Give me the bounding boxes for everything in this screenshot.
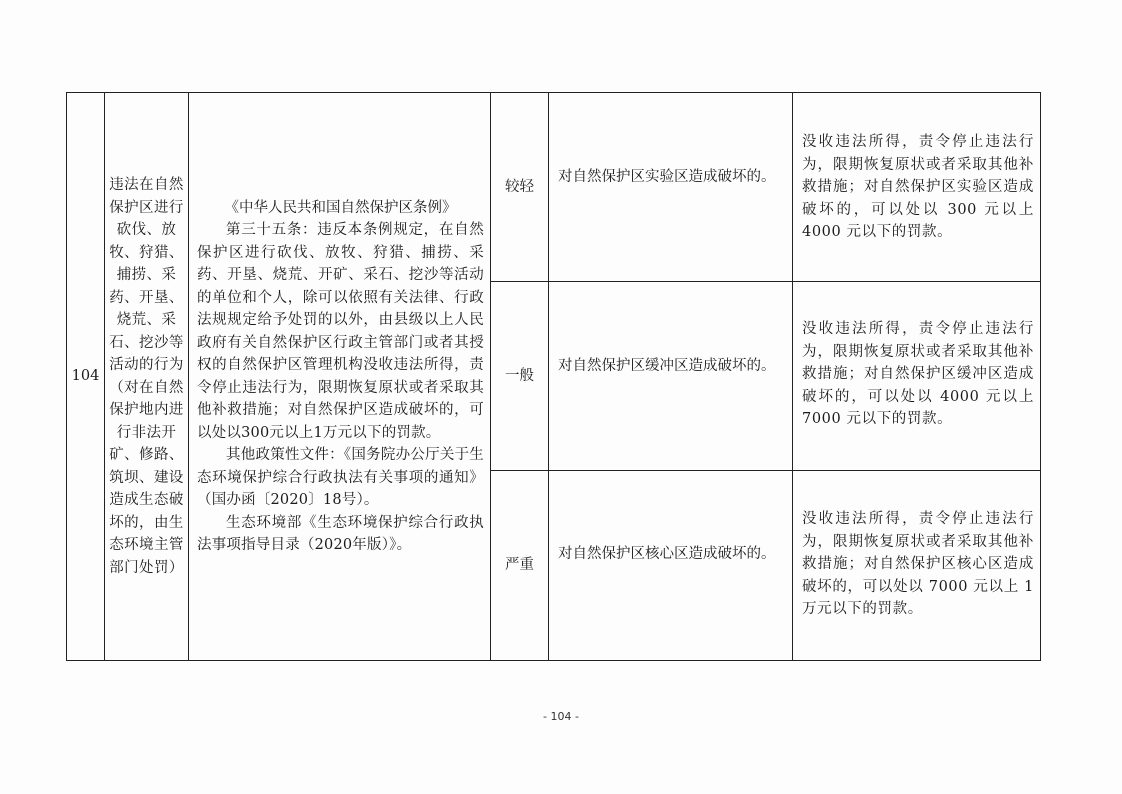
severity-level-cell: 严重 [491,471,549,661]
other-policy-text: 其他政策性文件：《国务院办公厅关于生态环境保护综合行政执法有关事项的通知》（国办函〔2020〕18号）。 [197,447,484,508]
penalty-cell: 没收违法所得，责令停止违法行为，限期恢复原状或者采取其他补救措施；对自然保护区缓冲区造成破坏的，可以处以 4000 元以上 7000 元以下的罚款。 [793,282,1041,471]
page-number: - 104 - [543,710,579,723]
penalty-cell: 没收违法所得，责令停止违法行为，限期恢复原状或者采取其他补救措施；对自然保护区核心区造成破坏的，可以处以 7000 元以上 1 万元以下的罚款。 [793,471,1041,661]
table-row [67,93,1041,282]
situation-cell: 对自然保护区核心区造成破坏的。 [549,471,793,661]
penalty-cell: 没收违法所得，责令停止违法行为，限期恢复原状或者采取其他补救措施；对自然保护区实验区造成破坏的，可以处以 300 元以上 4000 元以下的罚款。 [793,93,1041,282]
item-number-cell: 104 [67,93,105,661]
violation-description-cell: 违法在自然保护区进行砍伐、放牧、狩猎、捕捞、采药、开垦、烧荒、采石、挖沙等活动的行为（对在自然保护地内进行非法开矿、修路、筑坝、建设造成生态破坏的，由生态环境主管部门处罚） [105,93,189,661]
enforcement-catalog-text: 生态环境部《生态环境保护综合行政执法事项指导目录（2020年版）》。 [197,514,484,553]
situation-cell: 对自然保护区实验区造成破坏的。 [549,93,793,282]
article-text: 第三十五条：违反本条例规定，在自然保护区进行砍伐、放牧、狩猎、捕捞、采药、开垦、烧荒、开矿、采石、挖沙等活动的单位和个人，除可以依照有关法律、行政法规规定给予处罚的以外，由县级以上人民政府有关自然保护区行政主管部门或者其授权的自然保护区管理机构没收违法所得，责令停止违法行为，限期恢复原状或者采取其他补救措施；对自然保护区造成破坏的，可以处以300元以上1万元以下的罚款。 [197,222,484,441]
regulation-title: 《中华人民共和国自然保护区条例》 [224,199,457,216]
severity-level-cell: 较轻 [491,93,549,282]
severity-level-cell: 一般 [491,282,549,471]
penalty-standard-table [66,92,1041,661]
situation-cell: 对自然保护区缓冲区造成破坏的。 [549,282,793,471]
legal-basis-cell [189,93,491,661]
